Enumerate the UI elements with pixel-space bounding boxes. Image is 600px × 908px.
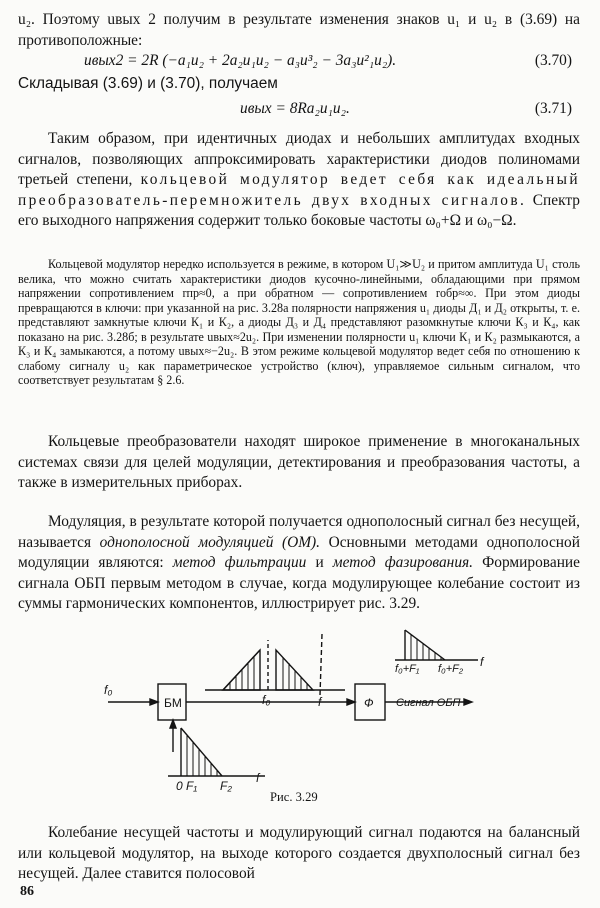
para3-c: Основными методами однополосной модуляции являются: [18,533,580,571]
filter-input-arrow [347,699,355,705]
small-print-paragraph: Кольцевой модулятор нередко используется в режиме, в котором U₁≫U₂ и притом амплитуда U₁ столь велика, что можно считать характеристики диодов кусочно-линейными, обладающими при прямом напряжении сопротивлением rпр≈0, а при обратном — сопротивлением rобр≈∞. При этом диоды превращаются в ключи: при указанной на рис. 3.28а полярности напряжения u₁ диоды Д₁ и Д₂ открыты, т. е. представляют замкнутые ключи К₁ и К₂, а диоды Д₃ и Д₄ представляют разомкнутые ключи К₃ и К₄, как показано на рис. 3.28б; в результате uвых≈2u₂. При изменении полярности u₁ ключи К₁ и К₂ размыкаются, а К₃ и К₄ замыкаются, а потому uвых≈−2u₂. В этом режиме кольцевой модулятор ведет себя по отношению к слабому сигналу u₂ как параметрическое устройство (ключ), управляемое сильным сигналом, что соответствует результатам § 2.6. [18,257,580,388]
para1-end: Спектр его выходного напряжения содержит только боковые частоты ω₀+Ω и ω₀−Ω. [18,191,580,229]
modulating-arrow [170,720,176,728]
para1-start: Таким образом, при идентичных диодах и небольших амплитудах входных сигналов, позволяющих аппроксимировать характеристики диодов полиномами третьей степени, [18,130,580,188]
output-arrow [464,699,472,705]
ssb-f-label: f [480,655,484,669]
para3-term-om: однополосной модуляцией (ОМ). [99,533,321,551]
para1-emphasis: кольцевой модулятор ведет себя как идеальный преобразователь-перемножитель двух входных сигналов. [18,171,580,209]
modulating-f-label: f [256,771,260,785]
carrier-input-label: f₀ [104,683,113,697]
equation-3-70-number: (3.70) [534,52,572,69]
f0-plus-f2-label: f₀+F₂ [438,663,464,675]
para3-filter-method: метод фильтрации [172,554,307,571]
equation-3-71: uвых = 8Ra₂u₁u₂. [240,100,350,117]
equation-3-70: uвых2 = 2R (−a₁u₂ + 2a₂u₁u₂ − a₃u³₂ − 3a₃u²₁u₂). [84,52,397,69]
ssb-output-label: Сигнал ОБП [396,697,461,709]
filter-label: Ф [364,696,374,710]
para3-phase-method: метод фазирования. [332,554,474,571]
input-arrow [150,699,158,705]
filter-edge-dashed [320,634,322,695]
dsb-f-label: f [318,695,322,709]
equation-3-71-number: (3.71) [534,100,572,117]
adding-label: Складывая (3.69) и (3.70), получаем [18,75,278,92]
paragraph-ring-converters: Кольцевые преобразователи находят широкое применение в многоканальных системах связи для целей модуляции, детектирования и преобразования частоты, а также в измерительных приборах. [18,433,580,491]
intro-text: u₂. Поэтому uвых 2 получим в результате изменения знаков u₁ и u₂ в (3.69) на противоположные: [18,11,580,49]
paragraph-carrier: Колебание несущей частоты и модулирующий сигнал подаются на балансный или кольцевой модулятор, на выходе которого создается двухполосный сигнал без несущей. Далее ставится полосовой [18,824,580,882]
f1-label: F₁ [186,779,198,793]
para3-a: Модуляция, в результате которой получается однополосный сигнал без несущей, называется [18,513,580,551]
f2-label: F₂ [220,779,232,793]
zero-label: 0 [176,779,183,793]
para3-and: и [315,554,324,571]
dsb-f0-label: f₀ [262,693,271,707]
figure-caption: Рис. 3.29 [270,790,318,804]
bm-label: БМ [164,696,182,710]
para3-g: Формирование сигнала ОБП первым методом в случае, когда модулирующее колебание состоит из суммы гармонических компонентов, иллюстрирует рис. 3.29. [18,554,580,612]
f0-plus-f1-label: f₀+F₁ [395,663,420,675]
page-number: 86 [20,884,34,899]
